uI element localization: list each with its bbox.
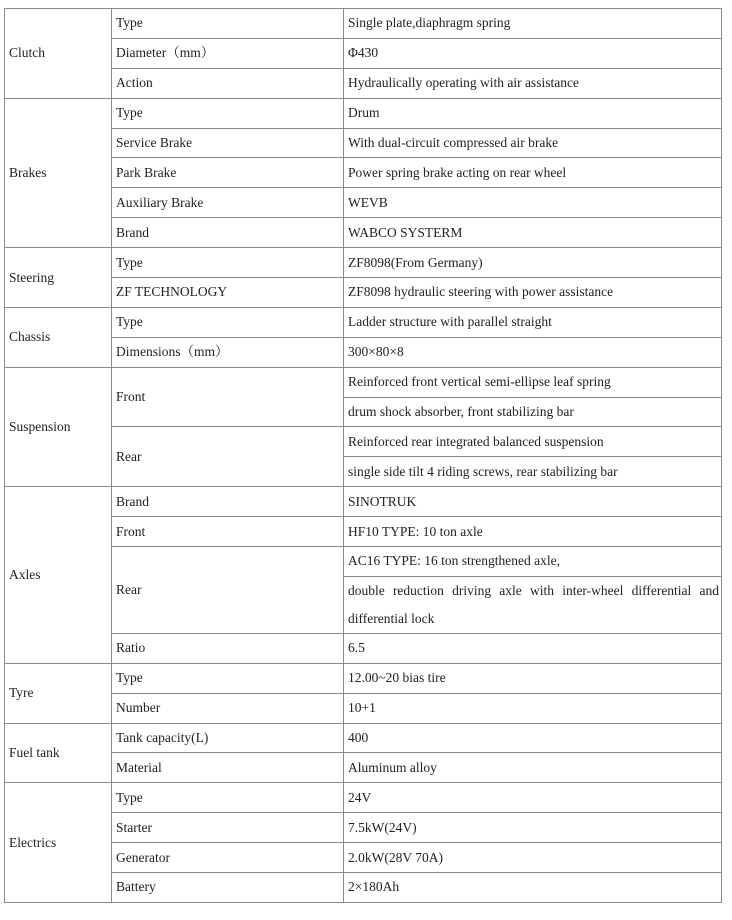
- category-cell: Chassis: [5, 307, 112, 367]
- value-cell: WABCO SYSTERM: [344, 218, 722, 248]
- spec-row: [5, 68, 722, 98]
- spec-row: [5, 337, 722, 367]
- value-cell: Φ430: [344, 38, 722, 68]
- value-cell: ZF8098(From Germany): [344, 248, 722, 278]
- label-cell: Type: [112, 783, 344, 813]
- spec-row: [5, 158, 722, 188]
- value-cell: 24V: [344, 783, 722, 813]
- label-cell: Service Brake: [112, 128, 344, 158]
- label-cell: Brand: [112, 218, 344, 248]
- value-cell: 7.5kW(24V): [344, 813, 722, 843]
- value-cell: Power spring brake acting on rear wheel: [344, 158, 722, 188]
- label-cell: Generator: [112, 843, 344, 873]
- label-cell: Battery: [112, 873, 344, 903]
- value-cell: Aluminum alloy: [344, 753, 722, 783]
- value-cell: 400: [344, 723, 722, 753]
- spec-row: [5, 753, 722, 783]
- spec-row: [5, 367, 722, 397]
- label-cell: Park Brake: [112, 158, 344, 188]
- label-cell: Number: [112, 693, 344, 723]
- value-cell: Reinforced front vertical semi-ellipse leaf spring: [344, 367, 722, 397]
- label-cell: Front: [112, 517, 344, 547]
- spec-row: [5, 98, 722, 128]
- category-cell: Brakes: [5, 98, 112, 247]
- value-cell: double reduction driving axle with inter-wheel differential and differential lock: [344, 576, 722, 633]
- spec-row: [5, 843, 722, 873]
- category-cell: Axles: [5, 487, 112, 664]
- label-cell: Type: [112, 98, 344, 128]
- value-cell: Hydraulically operating with air assistance: [344, 68, 722, 98]
- category-cell: Clutch: [5, 9, 112, 99]
- value-cell: HF10 TYPE: 10 ton axle: [344, 517, 722, 547]
- label-cell: Type: [112, 9, 344, 39]
- label-cell: Action: [112, 68, 344, 98]
- value-cell: drum shock absorber, front stabilizing bar: [344, 397, 722, 427]
- spec-row: [5, 547, 722, 577]
- value-cell: Single plate,diaphragm spring: [344, 9, 722, 39]
- category-cell: Tyre: [5, 663, 112, 723]
- spec-row: [5, 873, 722, 903]
- category-cell: Suspension: [5, 367, 112, 487]
- value-cell: 12.00~20 bias tire: [344, 663, 722, 693]
- label-cell: Type: [112, 307, 344, 337]
- spec-row: [5, 9, 722, 39]
- category-cell: Steering: [5, 248, 112, 308]
- value-cell: single side tilt 4 riding screws, rear stabilizing bar: [344, 457, 722, 487]
- category-cell: Electrics: [5, 783, 112, 903]
- value-cell: 6.5: [344, 633, 722, 663]
- value-cell: With dual-circuit compressed air brake: [344, 128, 722, 158]
- spec-table-body: [5, 9, 722, 903]
- spec-row: [5, 38, 722, 68]
- value-cell: ZF8098 hydraulic steering with power assistance: [344, 278, 722, 308]
- value-cell: 2.0kW(28V 70A): [344, 843, 722, 873]
- label-cell: Ratio: [112, 633, 344, 663]
- label-cell: Auxiliary Brake: [112, 188, 344, 218]
- spec-row: [5, 188, 722, 218]
- label-cell: Rear: [112, 547, 344, 634]
- spec-row: [5, 218, 722, 248]
- label-cell: Front: [112, 367, 344, 427]
- label-cell: Brand: [112, 487, 344, 517]
- spec-row: [5, 128, 722, 158]
- value-cell: Reinforced rear integrated balanced suspension: [344, 427, 722, 457]
- spec-row: [5, 723, 722, 753]
- label-cell: ZF TECHNOLOGY: [112, 278, 344, 308]
- label-cell: Starter: [112, 813, 344, 843]
- spec-row: [5, 663, 722, 693]
- spec-row: [5, 487, 722, 517]
- label-cell: Diameter（mm）: [112, 38, 344, 68]
- category-cell: Fuel tank: [5, 723, 112, 783]
- spec-row: [5, 813, 722, 843]
- spec-row: [5, 517, 722, 547]
- spec-row: [5, 278, 722, 308]
- spec-row: [5, 307, 722, 337]
- value-cell: Ladder structure with parallel straight: [344, 307, 722, 337]
- value-cell: 10+1: [344, 693, 722, 723]
- value-cell: 2×180Ah: [344, 873, 722, 903]
- spec-row: [5, 248, 722, 278]
- value-cell: AC16 TYPE: 16 ton strengthened axle,: [344, 547, 722, 577]
- label-cell: Rear: [112, 427, 344, 487]
- value-cell: WEVB: [344, 188, 722, 218]
- spec-table: [4, 8, 722, 903]
- spec-row: [5, 427, 722, 457]
- spec-row: [5, 783, 722, 813]
- label-cell: Type: [112, 248, 344, 278]
- spec-row: [5, 693, 722, 723]
- value-cell: 300×80×8: [344, 337, 722, 367]
- label-cell: Material: [112, 753, 344, 783]
- label-cell: Tank capacity(L): [112, 723, 344, 753]
- label-cell: Dimensions（mm）: [112, 337, 344, 367]
- value-cell: Drum: [344, 98, 722, 128]
- value-cell: SINOTRUK: [344, 487, 722, 517]
- spec-row: [5, 633, 722, 663]
- label-cell: Type: [112, 663, 344, 693]
